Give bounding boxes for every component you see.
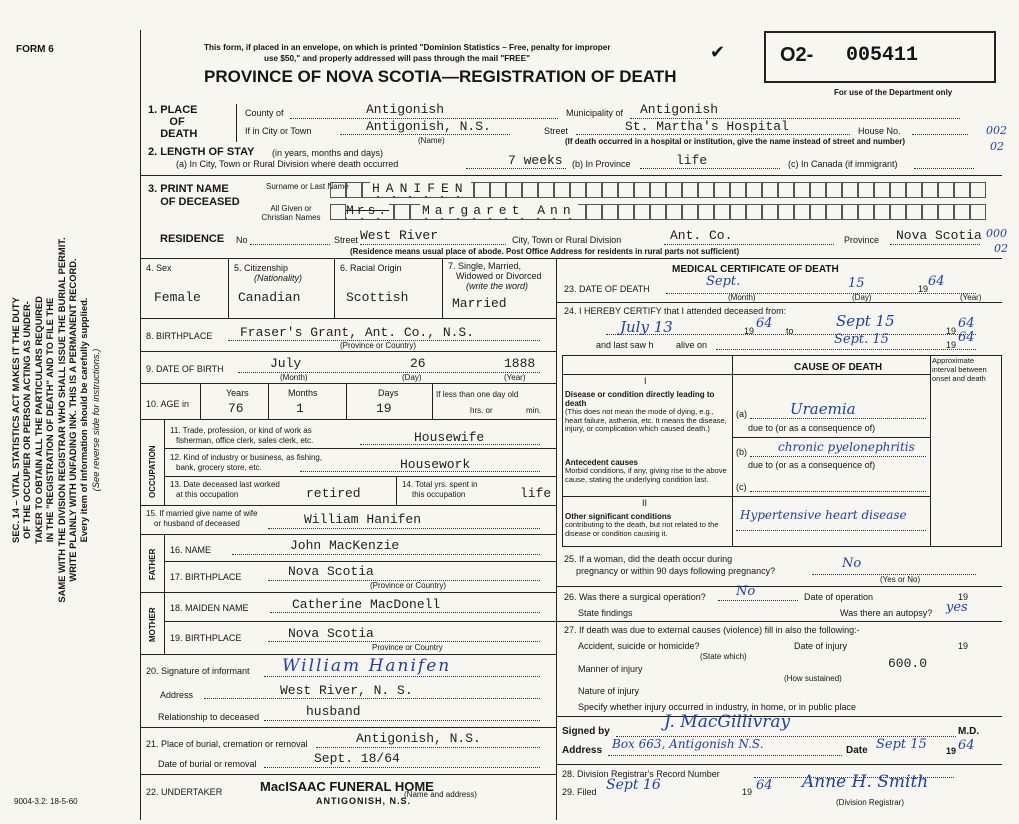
last-saw-date: Sept. 15 [834, 332, 889, 347]
name-grid-cell [634, 182, 650, 198]
name-grid-cell [474, 182, 490, 198]
name-grid-cell [650, 204, 666, 220]
father-caption: (Province or Country) [370, 581, 447, 590]
form-title: PROVINCE OF NOVA SCOTIA—REGISTRATION OF DEATH [204, 67, 677, 86]
name-grid-cell [602, 204, 618, 220]
op-date-label: Date of operation [804, 592, 874, 602]
stay-a-label: (a) In City, Town or Rural Division where death occurred [176, 159, 399, 169]
mother-maiden-value: Catherine MacDonell [292, 597, 441, 612]
attended-to: Sept 15 [836, 312, 895, 330]
citizenship-label: 5. Citizenship [234, 263, 289, 273]
physician-address-label: Address [562, 745, 603, 756]
disease-label: Disease or condition directly leading to death [565, 390, 715, 408]
mailing-note: This form, if placed in an envelope, on which is printed "Dominion Statistics – Free, penalty for improper [204, 43, 611, 52]
residence-street-label: Street [334, 235, 359, 245]
marital-label-3: (write the word) [466, 281, 529, 291]
burial-place-value: Antigonish, N.S. [356, 731, 481, 746]
name-grid-cell [666, 204, 682, 220]
death-day: 15 [848, 276, 865, 291]
name-grid-cell [602, 182, 618, 198]
injury-nineteen: 19 [958, 641, 969, 651]
manner-label: Manner of injury [578, 664, 643, 674]
department-note: For use of the Department only [834, 88, 953, 97]
other-note: contributing to the death, but not related to the disease or condition causing it. [565, 520, 719, 538]
racial-label: 6. Racial Origin [340, 263, 402, 273]
signed-nineteen: 19 [946, 746, 957, 756]
name-grid-cell [346, 182, 362, 198]
autopsy-value: yes [946, 600, 968, 615]
death-year-prefix: 19 [918, 284, 929, 294]
industry-label-2: bank, grocery store, etc. [176, 463, 262, 472]
filed-year: 64 [756, 778, 773, 793]
city-label: If in City or Town [245, 126, 312, 136]
father-birthplace-value: Nova Scotia [288, 564, 374, 579]
column-divider [556, 258, 557, 820]
given-label: All Given or Christian Names [261, 204, 321, 222]
year-caption: (Year) [504, 373, 526, 382]
name-caption: (Name) [418, 136, 445, 145]
physician-address: Box 663, Antigonish N.S. [612, 737, 764, 751]
undertaker-town: ANTIGONISH, N.S. [316, 796, 412, 806]
how-sustained-caption: (How sustained) [784, 674, 842, 683]
attended-from: July 13 [620, 318, 673, 336]
month-caption: (Month) [280, 373, 308, 382]
death-day-caption: (Day) [852, 293, 872, 302]
house-label: House No. [858, 126, 901, 136]
marital-value: Married [452, 296, 507, 311]
name-grid-cell [810, 204, 826, 220]
death-year: 64 [928, 274, 945, 289]
municipality-value: Antigonish [640, 102, 719, 117]
street-label: Street [544, 126, 569, 136]
informant-address-value: West River, N. S. [280, 683, 413, 698]
county-value: Antigonish [366, 102, 445, 117]
name-grid-cell [666, 182, 682, 198]
stay-c-label: (c) In Canada (if immigrant) [788, 159, 898, 169]
op-nineteen: 19 [958, 592, 969, 602]
last-saw-nineteen: 19 [946, 340, 957, 350]
burial-date-value: Sept. 18/64 [314, 751, 400, 766]
name-grid-cell [698, 182, 714, 198]
informant-relation-value: husband [306, 704, 361, 719]
pregnancy-label-1: 25. If a woman, did the death occur during [564, 554, 733, 564]
state-findings-label: State findings [578, 608, 633, 618]
place-section-label: 1. PLACE OF DEATH [148, 104, 198, 140]
state-which-caption: (State which) [700, 652, 747, 661]
external-label: 27. If death was due to external causes (violence) fill in also the following:- [564, 625, 860, 635]
stay-b-value: life [676, 153, 708, 168]
father-name-label: 16. NAME [170, 545, 212, 555]
margin-code-1: 002 [986, 124, 1007, 137]
age-label: 10. AGE in [146, 399, 190, 409]
sidebar-instructions: SEC. 14 – VITAL STATISTICS ACT MAKES IT THE DUTY OF THE OCCUPIER OR PERSON ACTING AS UNDER- TAKER TO OBTAIN ALL THE PARTICULARS REQUIRED IN THE "REGISTRATION OF DEATH" AND TO FILE THE SAME WITH THE DIVISION REGISTRAR WHO SHALL ISSUE THE BURIAL PERMIT. WRITE PLAINLY WITH UNFADING INK. THIS IS A PERMANENT RECORD. Every item of information should be carefully supplied. (See reverse side for instructions.) [10, 237, 101, 603]
given-value: Margaret Ann [422, 203, 576, 218]
name-grid-cell [890, 182, 906, 198]
name-grid-cell [954, 204, 970, 220]
name-section-label: 3. PRINT NAME OF DECEASED [148, 183, 240, 208]
father-tab: FATHER [148, 548, 157, 580]
cause-c-label: (c) [736, 482, 747, 492]
birthplace-value: Fraser's Grant, Ant. Co., N.S. [240, 325, 475, 340]
name-grid-cell [762, 204, 778, 220]
years-value: 76 [228, 401, 244, 416]
death-date-label: 23. DATE OF DEATH [564, 284, 650, 294]
informant-signature: William Hanifen [282, 656, 452, 676]
birthplace-label: 8. BIRTHPLACE [146, 331, 213, 341]
name-grid-cell [762, 182, 778, 198]
spouse-label-1: 15. If married give name of wife [146, 509, 258, 518]
md-label: M.D. [958, 726, 980, 737]
name-grid-cell [586, 182, 602, 198]
name-grid-cell [842, 182, 858, 198]
residence-city-label: City, Town or Rural Division [512, 235, 622, 245]
form-number: FORM 6 [16, 44, 54, 55]
stay-section-label: 2. LENGTH OF STAY [148, 146, 255, 158]
name-grid-cell [714, 182, 730, 198]
registrar-signature: Anne H. Smith [802, 772, 929, 792]
mother-maiden-label: 18. MAIDEN NAME [170, 603, 249, 613]
part-two: II [642, 498, 648, 508]
name-grid-cell [538, 182, 554, 198]
filed-nineteen: 19 [742, 787, 753, 797]
burial-date-label: Date of burial or removal [158, 759, 257, 769]
marital-label-1: 7. Single, Married, [448, 261, 522, 271]
stay-b-label: (b) In Province [572, 159, 631, 169]
consequence-b: due to (or as a consequence of) [748, 460, 876, 470]
years-label: Years [226, 388, 249, 398]
name-grid-cell [842, 204, 858, 220]
pregnancy-label-2: pregnancy or within 90 days following pregnancy? [576, 566, 776, 576]
stay-note: (in years, months and days) [272, 148, 384, 158]
cause-title: CAUSE OF DEATH [794, 362, 883, 373]
manner-code: 600.0 [888, 656, 928, 671]
residence-province-value: Nova Scotia [896, 228, 982, 243]
undertaker-name: MacISAAC FUNERAL HOME [260, 779, 434, 794]
name-grid-cell [714, 204, 730, 220]
name-grid-cell [938, 182, 954, 198]
residence-label: RESIDENCE [160, 233, 225, 245]
name-grid-cell [794, 182, 810, 198]
informant-sig-label: 20. Signature of informant [146, 666, 250, 676]
consequence-a: due to (or as a consequence of) [748, 423, 876, 433]
surgery-value: No [736, 584, 756, 599]
dob-label: 9. DATE OF BIRTH [146, 364, 224, 374]
name-grid-cell [506, 182, 522, 198]
name-grid-cell [794, 204, 810, 220]
residence-street-value: West River [360, 228, 439, 243]
attended-to-year: 64 [958, 316, 975, 331]
name-grid-cell [570, 182, 586, 198]
industry-label-1: 12. Kind of industry or business, as fishing, [170, 453, 323, 462]
checkmark-icon: ✔ [710, 42, 726, 62]
industry-value: Housework [400, 457, 471, 472]
hospital-note: (If death occurred in a hospital or institution, give the name instead of street and number) [565, 137, 906, 146]
antecedent-label: Antecedent causes [565, 458, 638, 467]
antecedent-note: Morbid conditions, if any, giving rise to the above cause, stating the underlying condition last. [565, 466, 727, 484]
other-label: Other significant conditions [565, 512, 672, 521]
name-grid-cell [858, 182, 874, 198]
surname-label: Surname or Last Name [266, 182, 349, 191]
name-grid-cell [490, 182, 506, 198]
name-grid-cell [874, 182, 890, 198]
name-grid-cell [906, 182, 922, 198]
form-code: 9004-3.2: 18-5-60 [14, 797, 78, 806]
margin-code-3: 000 [986, 227, 1007, 240]
name-grid-cell [810, 182, 826, 198]
death-month: Sept. [706, 274, 741, 289]
name-grid-cell [618, 182, 634, 198]
total-years-label-1: 14. Total yrs. spent in [402, 480, 478, 489]
name-grid-cell [554, 182, 570, 198]
cause-a-label: (a) [736, 409, 747, 419]
trade-label-2: fisherman, office clerk, sales clerk, etc. [176, 436, 314, 445]
place-bracket [236, 104, 237, 142]
other-value: Hypertensive heart disease [740, 508, 907, 522]
injury-date-label: Date of injury [794, 641, 848, 651]
father-birthplace-label: 17. BIRTHPLACE [170, 572, 242, 582]
dob-day: 26 [410, 356, 426, 371]
name-grid-cell [826, 182, 842, 198]
specify-label: Specify whether injury occurred in industry, in home, or in public place [578, 702, 856, 712]
name-grid-cell [970, 182, 986, 198]
dob-year: 1888 [504, 356, 536, 371]
part-one: I [644, 376, 647, 386]
cause-b-label: (b) [736, 447, 747, 457]
marital-label-2: Widowed or Divorced [456, 271, 542, 281]
surgery-label: 26. Was there a surgical operation? [564, 592, 706, 602]
given-prefix: Mrs. [346, 203, 390, 218]
name-grid-cell [618, 204, 634, 220]
name-grid-cell [682, 182, 698, 198]
county-label: County of [245, 108, 284, 118]
name-grid-cell [970, 204, 986, 220]
to-nineteen: 19 [946, 326, 957, 336]
interval-label: Approximate interval between onset and death [932, 356, 987, 383]
day-caption: (Day) [402, 373, 422, 382]
hrs-label: hrs. or [470, 406, 493, 415]
trade-label-1: 11. Trade, profession, or kind of work as [170, 426, 312, 435]
residence-no-label: No [236, 235, 248, 245]
father-name-value: John MacKenzie [290, 538, 400, 553]
informant-relation-label: Relationship to deceased [158, 712, 260, 722]
name-grid-cell [330, 204, 346, 220]
city-value: Antigonish, N.S. [366, 119, 491, 134]
medical-title: MEDICAL CERTIFICATE OF DEATH [672, 264, 839, 275]
signed-year: 64 [958, 738, 975, 753]
birthplace-caption: (Province or Country) [340, 341, 417, 350]
name-grid-cell [922, 182, 938, 198]
spouse-label-2: or husband of deceased [154, 519, 240, 528]
to-label: to [786, 326, 794, 336]
last-saw-mid: alive on [676, 340, 708, 350]
name-grid-cell [778, 182, 794, 198]
residence-city-value: Ant. Co. [670, 228, 733, 243]
signed-date: Sept 15 [876, 737, 927, 752]
name-grid-cell [634, 204, 650, 220]
margin-code-4: 02 [994, 242, 1008, 255]
physician-signature: J. MacGillivray [664, 712, 791, 732]
pregnancy-value: No [842, 556, 862, 571]
days-label: Days [378, 388, 399, 398]
mother-caption: Province or Country [372, 643, 443, 652]
name-grid-cell [890, 204, 906, 220]
signed-date-label: Date [846, 745, 868, 756]
name-grid-cell [394, 204, 410, 220]
surname-value: HANIFEN [372, 181, 469, 196]
trade-value: Housewife [414, 430, 485, 445]
name-grid-cell [522, 182, 538, 198]
undertaker-caption: (Name and address) [404, 790, 477, 799]
residence-note: (Residence means usual place of abode. Post Office Address for residents in rural parts not sufficient) [350, 247, 740, 256]
occupation-tab: OCCUPATION [148, 445, 157, 498]
nature-label: Nature of injury [578, 686, 640, 696]
registration-prefix: O2- [780, 44, 814, 66]
autopsy-label: Was there an autopsy? [840, 608, 933, 618]
name-grid-cell [330, 182, 346, 198]
dob-month: July [270, 356, 302, 371]
last-saw-label: and last saw h [596, 340, 654, 350]
min-label: min. [526, 406, 542, 415]
mailing-note-2: use $50," and properly addressed will pass through the mail "FREE" [264, 54, 530, 63]
less-day-note: If less than one day old [436, 390, 519, 399]
filed-date: Sept 16 [606, 777, 661, 793]
filed-label: 29. Filed [562, 787, 597, 797]
name-grid-cell [778, 204, 794, 220]
citizenship-sub: (Nationality) [254, 273, 303, 283]
informant-address-label: Address [160, 690, 194, 700]
attended-from-year: 64 [756, 316, 773, 331]
sidebar [0, 0, 140, 824]
name-grid-cell [922, 204, 938, 220]
months-label: Months [288, 388, 318, 398]
racial-value: Scottish [346, 290, 409, 305]
last-worked-value: retired [306, 486, 361, 501]
name-grid-cell [874, 204, 890, 220]
margin-code-2: 02 [990, 140, 1004, 153]
record-label: 28. Division Registrar's Record Number [562, 769, 720, 779]
name-grid-cell [954, 182, 970, 198]
mother-tab: MOTHER [148, 607, 157, 642]
last-saw-year: 64 [958, 330, 975, 345]
registrar-caption: (Division Registrar) [836, 798, 905, 807]
name-grid-cell [650, 182, 666, 198]
citizenship-value: Canadian [238, 290, 301, 305]
days-value: 19 [376, 401, 392, 416]
yes-no-caption: (Yes or No) [880, 575, 921, 584]
months-value: 1 [296, 401, 304, 416]
name-grid-cell [858, 204, 874, 220]
stay-a-value: 7 weeks [508, 153, 563, 168]
name-grid-cell [938, 204, 954, 220]
name-grid-cell [746, 182, 762, 198]
street-value: St. Martha's Hospital [625, 119, 789, 134]
sex-label: 4. Sex [146, 263, 172, 273]
total-years-value: life [520, 486, 552, 501]
municipality-label: Municipality of [566, 108, 624, 118]
total-years-label-2: this occupation [412, 490, 466, 499]
mother-birthplace-value: Nova Scotia [288, 626, 374, 641]
burial-place-label: 21. Place of burial, cremation or removal [146, 739, 308, 749]
certify-label: 24. I HEREBY CERTIFY that I attended deceased from: [564, 306, 787, 316]
registration-number-box [764, 31, 996, 83]
signed-label: Signed by [562, 726, 610, 737]
cause-a-value: Uraemia [790, 400, 856, 418]
residence-province-label: Province [844, 235, 880, 245]
last-worked-label-2: at this occupation [176, 490, 239, 499]
name-grid-cell [586, 204, 602, 220]
mother-birthplace-label: 19. BIRTHPLACE [170, 633, 242, 643]
sex-value: Female [154, 290, 201, 305]
name-grid-cell [730, 182, 746, 198]
registration-number: 005411 [846, 44, 919, 67]
name-grid-cell [746, 204, 762, 220]
last-worked-label-1: 13. Date deceased last worked [170, 480, 280, 489]
form-left-border [140, 30, 141, 820]
spouse-value: William Hanifen [304, 512, 422, 527]
death-month-caption: (Month) [728, 293, 756, 302]
death-year-caption: (Year) [960, 293, 982, 302]
name-grid-cell [682, 204, 698, 220]
name-grid-cell [730, 204, 746, 220]
undertaker-label: 22. UNDERTAKER [146, 787, 223, 797]
accident-label: Accident, suicide or homicide? [578, 641, 700, 651]
from-nineteen: 19 [744, 326, 755, 336]
name-grid-cell [906, 204, 922, 220]
disease-note: (This does not mean the mode of dying, e.g., heart failure, asthenia, etc. It means the disease, injury, or complication which caused death.) [565, 407, 727, 433]
cause-b-value: chronic pyelonephritis [778, 440, 915, 454]
name-grid-cell [698, 204, 714, 220]
name-grid-cell [826, 204, 842, 220]
